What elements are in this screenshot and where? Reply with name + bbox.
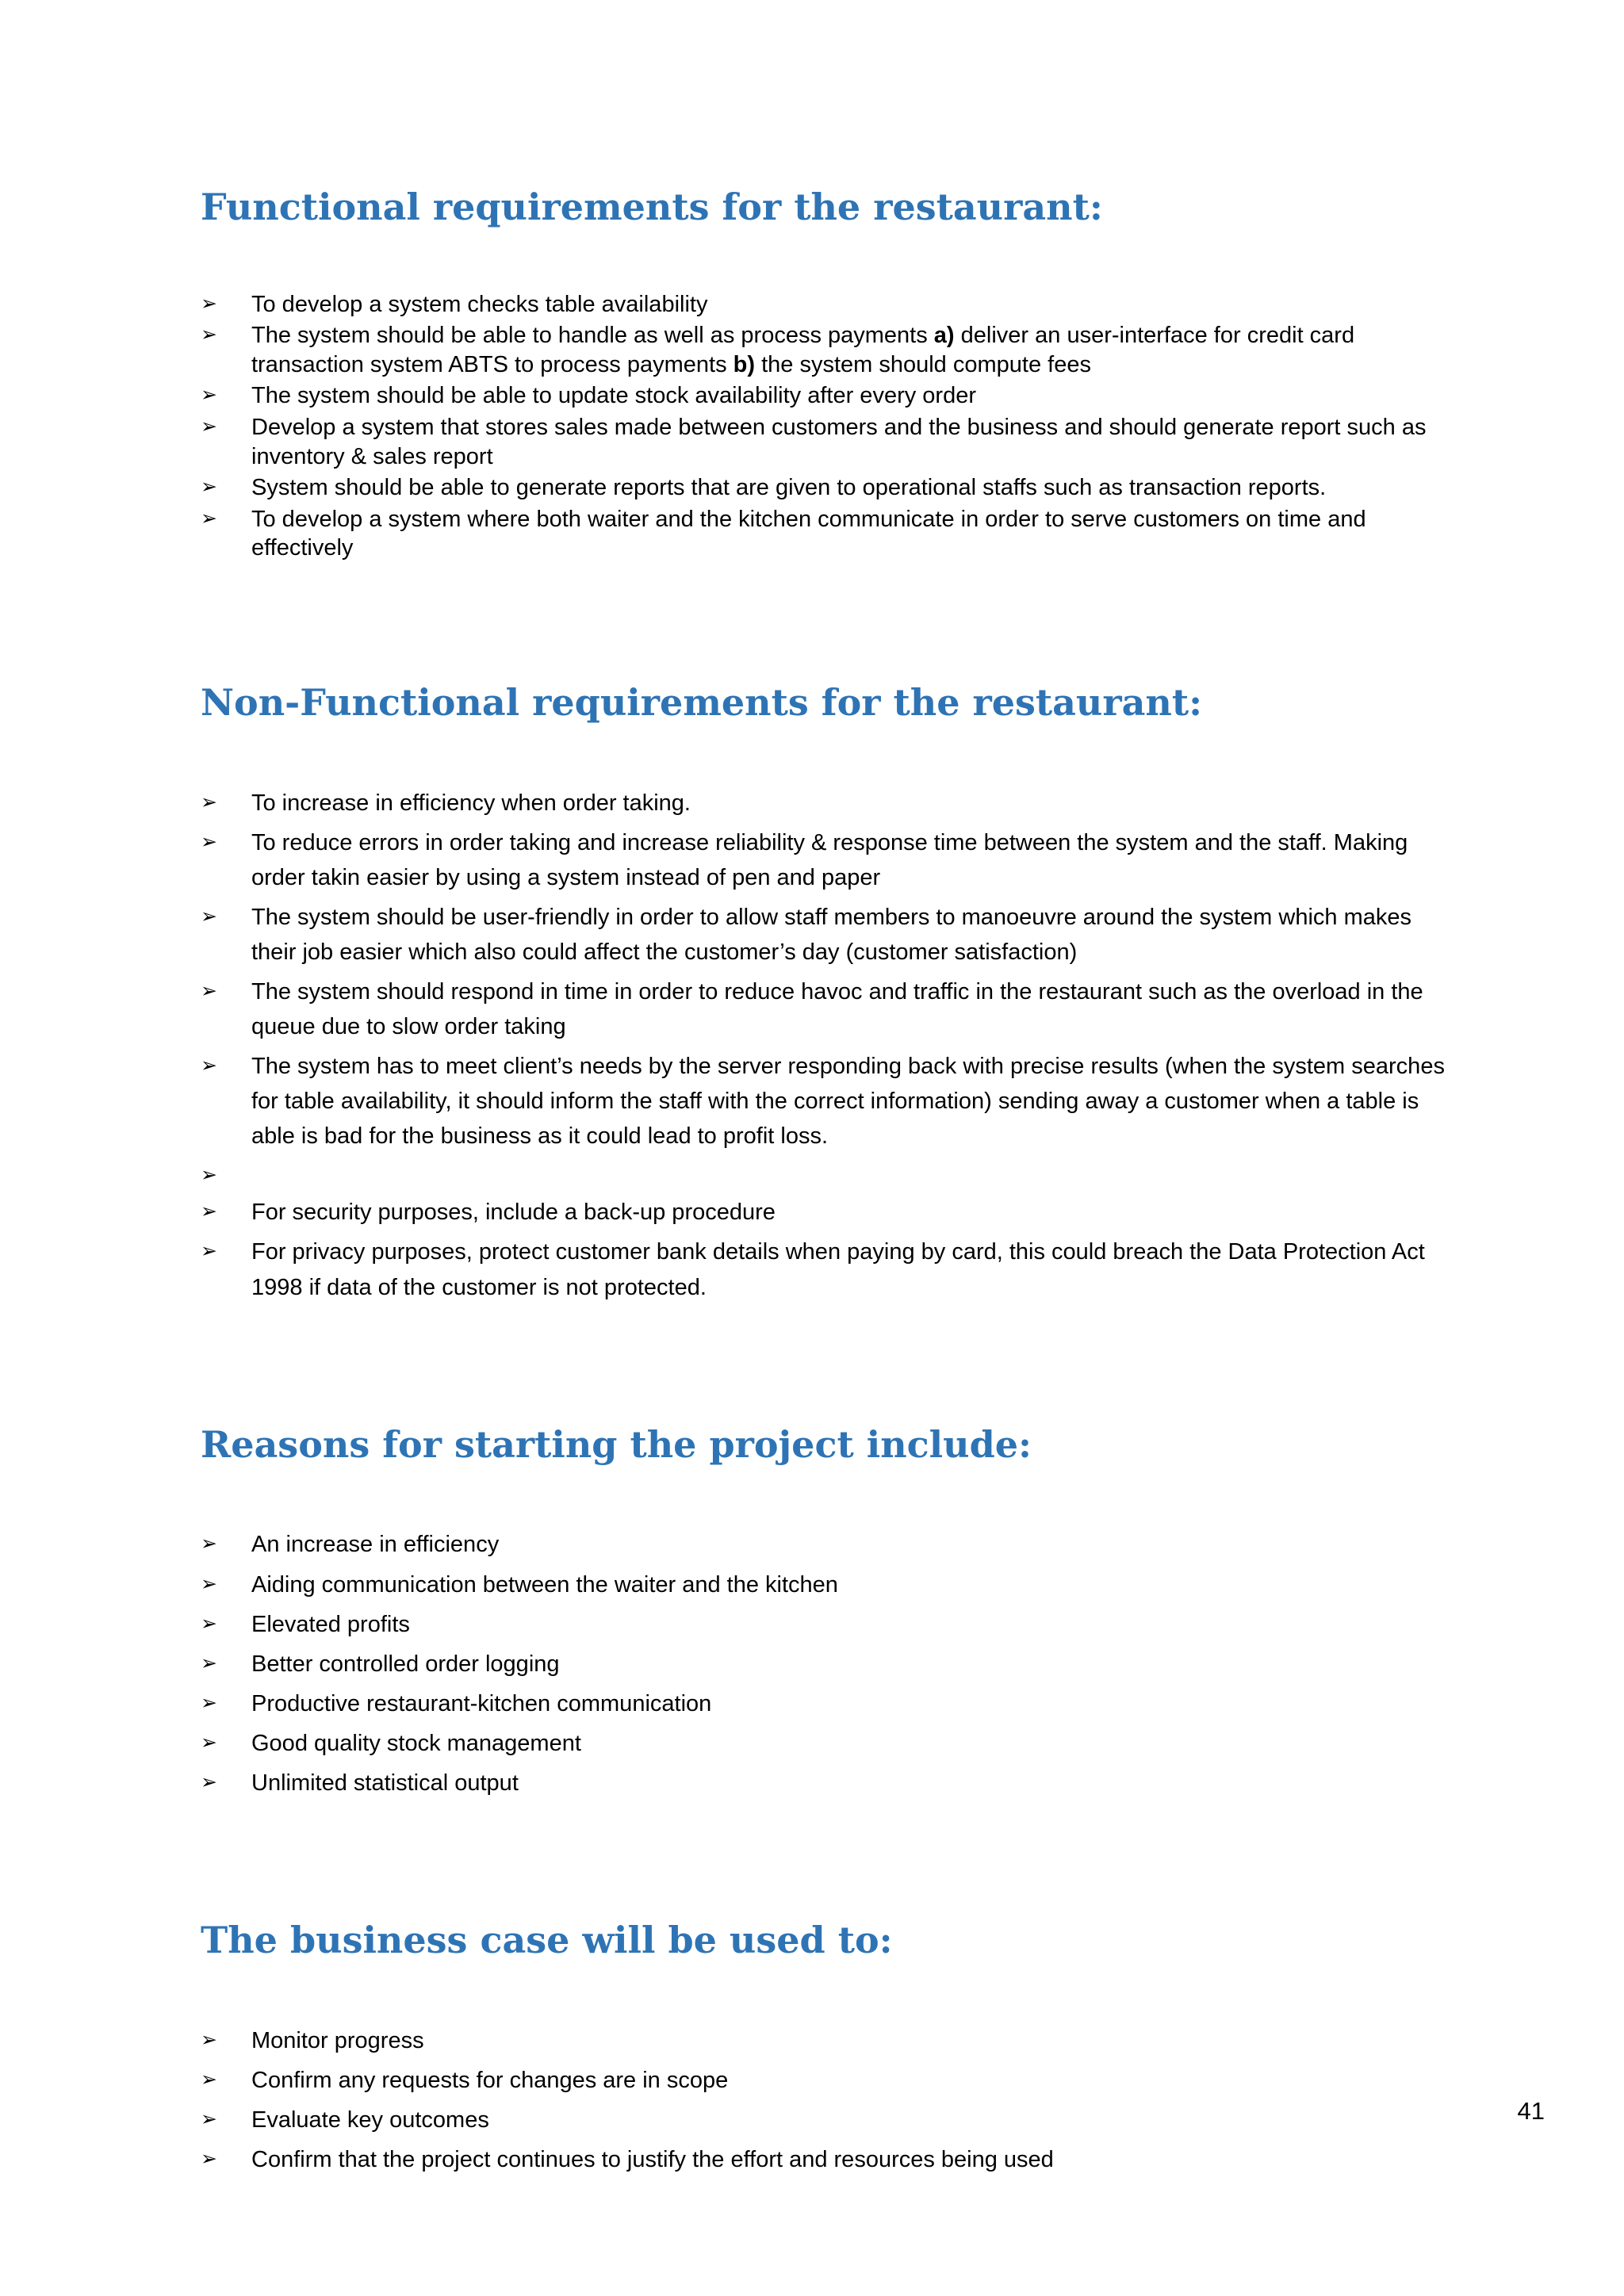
bullet-list bbox=[201, 1527, 1461, 1800]
bullet-list bbox=[201, 290, 1461, 563]
list-item bbox=[201, 1567, 1461, 1602]
list-item-text: Elevated profits bbox=[251, 1611, 410, 1637]
list-item-text: To increase in efficiency when order taking. bbox=[251, 790, 691, 816]
bullet-list bbox=[201, 2023, 1461, 2177]
list-item bbox=[201, 473, 1461, 503]
list-item-text bbox=[251, 1158, 1461, 1186]
list-item bbox=[201, 413, 1461, 471]
list-item-text: Unlimited statistical output bbox=[251, 1770, 519, 1796]
list-item-text: Aiding communication between the waiter and the kitchen bbox=[251, 1571, 838, 1598]
list-item-text: The system should be able to update stock availability after every order bbox=[251, 383, 976, 409]
arrow-bullet-icon: ➢ bbox=[201, 1164, 217, 1187]
section-reasons-for-starting bbox=[201, 1424, 1461, 1800]
list-item-text: Monitor progress bbox=[251, 2027, 424, 2053]
arrow-bullet-icon: ➢ bbox=[201, 2148, 217, 2171]
section-heading: Non-Functional requirements for the restaurant: bbox=[201, 680, 1203, 724]
list-item bbox=[201, 1607, 1461, 1642]
arrow-bullet-icon: ➢ bbox=[201, 2068, 217, 2091]
arrow-bullet-icon: ➢ bbox=[201, 1691, 217, 1714]
bullet-list bbox=[201, 786, 1461, 1305]
arrow-bullet-icon: ➢ bbox=[201, 1770, 217, 1793]
arrow-bullet-icon: ➢ bbox=[201, 323, 217, 346]
arrow-bullet-icon: ➢ bbox=[201, 384, 217, 407]
list-item-text: The system has to meet client’s needs by the server responding back with precise results (when the system searches for table availability, it should inform the staff with the correct information) sending away a customer when a table is able is bad for the business as it could lead to profit loss. bbox=[251, 1054, 1445, 1150]
list-item-text: The system should be user-friendly in order to allow staff members to manoeuvre around the system which makes their job easier which also could affect the customer’s day (customer satisfaction) bbox=[251, 904, 1412, 965]
list-item bbox=[201, 2063, 1461, 2098]
list-item bbox=[201, 1195, 1461, 1230]
arrow-bullet-icon: ➢ bbox=[201, 1612, 217, 1635]
page-number: 41 bbox=[1517, 2097, 1545, 2125]
list-item-text: An increase in efficiency bbox=[251, 1532, 500, 1558]
section-heading: Reasons for starting the project include: bbox=[201, 1422, 1032, 1466]
arrow-bullet-icon: ➢ bbox=[201, 1240, 217, 1263]
section-business-case-usage bbox=[201, 1919, 1461, 2177]
list-item-text: The system should be able to handle as well as process payments a) deliver an user-interface for credit card transaction system ABTS to process payments b) the system should compute fees bbox=[251, 323, 1355, 377]
list-item-text: Confirm that the project continues to justify the effort and resources being used bbox=[251, 2147, 1054, 2173]
list-item bbox=[201, 786, 1461, 821]
arrow-bullet-icon: ➢ bbox=[201, 292, 217, 315]
section-heading: The business case will be used to: bbox=[201, 1919, 893, 1962]
arrow-bullet-icon: ➢ bbox=[201, 415, 217, 438]
list-item bbox=[201, 1726, 1461, 1761]
arrow-bullet-icon: ➢ bbox=[201, 2028, 217, 2051]
arrow-bullet-icon: ➢ bbox=[201, 476, 217, 499]
list-item bbox=[201, 1647, 1461, 1682]
list-item bbox=[201, 290, 1461, 320]
list-item-text: To develop a system checks table availability bbox=[251, 291, 708, 317]
list-item-text: Confirm any requests for changes are in scope bbox=[251, 2067, 729, 2093]
list-item-text: Good quality stock management bbox=[251, 1730, 581, 1756]
list-item bbox=[201, 1527, 1461, 1562]
list-item-text: Develop a system that stores sales made between customers and the business and should generate report such as inventory & sales report bbox=[251, 415, 1427, 469]
list-item bbox=[201, 1766, 1461, 1800]
arrow-bullet-icon: ➢ bbox=[201, 1731, 217, 1754]
list-item-text: Productive restaurant-kitchen communication bbox=[251, 1690, 712, 1716]
arrow-bullet-icon: ➢ bbox=[201, 507, 217, 530]
list-item bbox=[201, 1158, 1461, 1190]
arrow-bullet-icon: ➢ bbox=[201, 830, 217, 853]
list-item-text: To reduce errors in order taking and increase reliability & response time between the system and the staff. Making order takin easier by using a system instead of pen and paper bbox=[251, 829, 1408, 890]
list-item bbox=[201, 1686, 1461, 1721]
list-item-text: For privacy purposes, protect customer bank details when paying by card, this could breach the Data Protection Act 1998 if data of the customer is not protected. bbox=[251, 1239, 1425, 1300]
arrow-bullet-icon: ➢ bbox=[201, 1200, 217, 1223]
list-item bbox=[201, 1234, 1461, 1304]
arrow-bullet-icon: ➢ bbox=[201, 1651, 217, 1674]
list-item-text: To develop a system where both waiter and the kitchen communicate in order to serve customers on time and effectively bbox=[251, 506, 1366, 561]
list-item-text: Better controlled order logging bbox=[251, 1651, 560, 1677]
list-item bbox=[201, 321, 1461, 379]
arrow-bullet-icon: ➢ bbox=[201, 1533, 217, 1556]
list-item bbox=[201, 974, 1461, 1044]
list-item-text: For security purposes, include a back-up procedure bbox=[251, 1200, 776, 1226]
list-item bbox=[201, 900, 1461, 970]
list-item bbox=[201, 505, 1461, 563]
section-non-functional-requirements bbox=[201, 682, 1461, 1305]
arrow-bullet-icon: ➢ bbox=[201, 1054, 217, 1077]
arrow-bullet-icon: ➢ bbox=[201, 905, 217, 928]
list-item bbox=[201, 2142, 1461, 2177]
list-item bbox=[201, 825, 1461, 895]
list-item-text: System should be able to generate reports that are given to operational staffs such as transaction reports. bbox=[251, 475, 1327, 501]
list-item-text: Evaluate key outcomes bbox=[251, 2107, 489, 2133]
section-heading: Functional requirements for the restaurant: bbox=[201, 186, 1103, 228]
list-item bbox=[201, 2103, 1461, 2137]
list-item bbox=[201, 2023, 1461, 2058]
list-item bbox=[201, 381, 1461, 411]
arrow-bullet-icon: ➢ bbox=[201, 2108, 217, 2131]
list-item bbox=[201, 1049, 1461, 1154]
arrow-bullet-icon: ➢ bbox=[201, 979, 217, 1002]
list-item-text: The system should respond in time in order to reduce havoc and traffic in the restaurant such as the overload in the queue due to slow order taking bbox=[251, 978, 1423, 1040]
arrow-bullet-icon: ➢ bbox=[201, 1572, 217, 1595]
arrow-bullet-icon: ➢ bbox=[201, 790, 217, 813]
section-functional-requirements bbox=[201, 186, 1461, 563]
